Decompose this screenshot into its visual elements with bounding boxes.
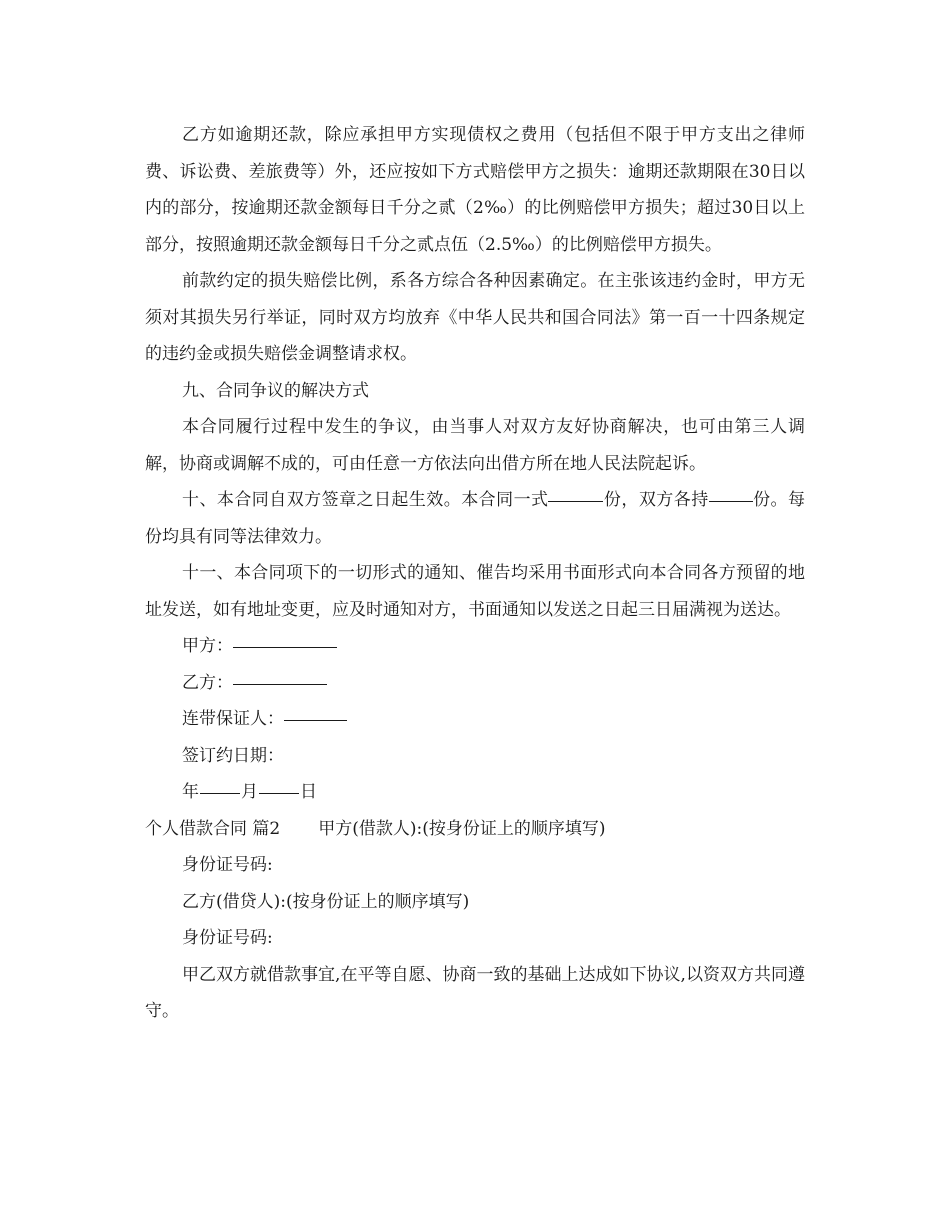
paragraph-effectiveness — [145, 482, 805, 555]
party-b-signature-blank — [233, 683, 327, 685]
section-heading-dispute — [145, 373, 805, 410]
signature-guarantor — [145, 701, 805, 738]
contract2-party-b: 乙方(借贷人):(按身份证上的顺序填写) — [182, 891, 470, 912]
copies-each-blank — [709, 500, 753, 502]
paragraph-damages-ratio: 前款约定的损失赔偿比例，系各方综合各种因素确定。在主张该违约金时，甲方无须对其损失另行举证，同时双方均放弃《中华人民共和国合同法》第一百一十四条规定的违约金或损失赔偿金调整请求权。 — [145, 271, 805, 364]
month-label: 月 — [241, 782, 258, 802]
contract2-agreement: 甲乙双方就借款事宜,在平等自愿、协商一致的基础上达成如下协议,以资双方共同遵守。 — [145, 964, 805, 1021]
contract2-id-a-row — [145, 847, 805, 884]
contract2-id-b: 身份证号码: — [182, 928, 273, 948]
paragraph-dispute-resolution: 本合同履行过程中发生的争议，由当事人对双方友好协商解决，也可由第三人调解，协商或调解不成的，可由任意一方依法向出借方所在地人民法院起诉。 — [145, 417, 805, 474]
day-blank — [259, 792, 299, 794]
guarantor-label: 连带保证人： — [182, 709, 284, 729]
day-label: 日 — [300, 782, 317, 802]
signature-party-b — [145, 665, 805, 702]
year-label: 年 — [182, 782, 199, 802]
contract2-party-a: 甲方(借款人):(按身份证上的顺序填写) — [318, 818, 606, 839]
signature-party-a — [145, 628, 805, 665]
contract2-id-a: 身份证号码: — [182, 855, 273, 875]
paragraph-late-repayment: 乙方如逾期还款，除应承担甲方实现债权之费用（包括但不限于甲方支出之律师费、诉讼费、差旅费等）外，还应按如下方式赔偿甲方之损失：逾期还款期限在30日以内的部分，按逾期还款金额每日千分之贰（2‰）的比例赔偿甲方损失；超过30日以上部分，按照逾期还款金额每日千分之贰点伍（2.5‰）的比例赔偿甲方损失。 — [145, 125, 805, 255]
month-blank — [200, 792, 240, 794]
party-a-signature-blank — [233, 646, 337, 648]
contract2-id-b-row — [145, 920, 805, 957]
guarantor-signature-blank — [284, 719, 347, 721]
effectiveness-text-b: 份，双方各持 — [603, 490, 709, 510]
document-body — [145, 117, 805, 1030]
signing-date-label: 签订约日期： — [182, 745, 284, 766]
section-heading-dispute-text: 九、合同争议的解决方式 — [182, 380, 369, 401]
party-b-label: 乙方： — [182, 672, 233, 693]
signing-date-row — [145, 774, 805, 811]
contract2-heading: 个人借款合同 篇2 — [145, 818, 281, 839]
signing-date-label-row — [145, 738, 805, 775]
contract2-heading-row — [145, 811, 805, 848]
effectiveness-text-c: 份。每份均具有同等法律效力。 — [145, 490, 806, 547]
effectiveness-text-a: 十、本合同自双方签章之日起生效。本合同一式 — [182, 490, 549, 510]
contract2-party-b-row — [145, 884, 805, 921]
paragraph-notices: 十一、本合同项下的一切形式的通知、催告均采用书面形式向本合同各方预留的地址发送，如有地址变更，应及时通知对方，书面通知以发送之日起三日届满视为送达。 — [145, 563, 805, 620]
party-a-label: 甲方： — [182, 636, 233, 656]
copies-total-blank — [548, 500, 603, 502]
